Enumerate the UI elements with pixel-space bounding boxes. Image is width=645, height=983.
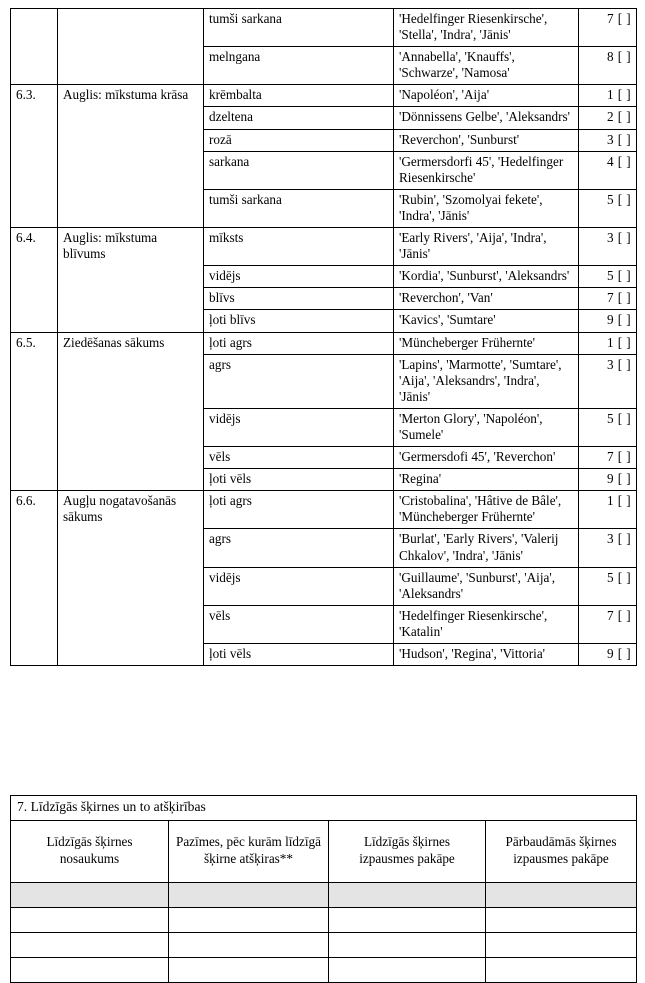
descriptor-example-varieties: 'Hedelfinger Riesenkirsche', 'Stella', 'Indra', 'Jānis': [394, 9, 579, 47]
section7-cell[interactable]: [169, 907, 329, 932]
section7-cell[interactable]: [329, 932, 486, 957]
descriptor-note-checkbox[interactable]: 7 [ ]: [579, 605, 637, 643]
descriptor-note-checkbox[interactable]: 9 [ ]: [579, 310, 637, 332]
descriptor-example-varieties: 'Merton Glory', 'Napoléon', 'Sumele': [394, 408, 579, 446]
section7-blank-rows: [11, 882, 637, 982]
similar-variety-name-header: Līdzīgās šķirnes nosaukums: [11, 820, 169, 882]
descriptor-characteristic: Ziedēšanas sākums: [58, 332, 204, 491]
descriptor-state: vēls: [204, 447, 394, 469]
descriptor-example-varieties: 'Burlat', 'Early Rivers', 'Valerij Chkalov', 'Indra', 'Jānis': [394, 529, 579, 567]
descriptor-example-varieties: 'Reverchon', 'Van': [394, 288, 579, 310]
descriptor-number: 6.5.: [11, 332, 58, 491]
descriptor-example-varieties: 'Early Rivers', 'Aija', 'Indra', 'Jānis': [394, 228, 579, 266]
descriptor-note-checkbox[interactable]: 5 [ ]: [579, 189, 637, 227]
descriptor-row: [11, 491, 637, 529]
descriptor-state: ļoti vēls: [204, 644, 394, 666]
descriptor-state: rozā: [204, 129, 394, 151]
descriptor-note-checkbox[interactable]: 1 [ ]: [579, 332, 637, 354]
descriptor-example-varieties: 'Lapins', 'Marmotte', 'Sumtare', 'Aija', 'Aleksandrs', 'Indra', 'Jānis': [394, 354, 579, 408]
section7-data-row: [11, 957, 637, 982]
descriptor-state: blīvs: [204, 288, 394, 310]
descriptor-state: krēmbalta: [204, 85, 394, 107]
descriptor-state: tumši sarkana: [204, 189, 394, 227]
descriptor-note-checkbox[interactable]: 3 [ ]: [579, 529, 637, 567]
descriptor-example-varieties: 'Regina': [394, 469, 579, 491]
section7-cell[interactable]: [486, 932, 637, 957]
section7-data-row: [11, 907, 637, 932]
section7-cell[interactable]: [11, 957, 169, 982]
descriptor-example-varieties: 'Rubin', 'Szomolyai fekete', 'Indra', 'Jānis': [394, 189, 579, 227]
section7-cell[interactable]: [169, 882, 329, 907]
descriptor-row: [11, 228, 637, 266]
descriptor-example-varieties: 'Napoléon', 'Aija': [394, 85, 579, 107]
descriptor-note-checkbox[interactable]: 5 [ ]: [579, 567, 637, 605]
descriptor-note-checkbox[interactable]: 1 [ ]: [579, 85, 637, 107]
descriptor-state: ļoti agrs: [204, 332, 394, 354]
descriptor-state: vidējs: [204, 567, 394, 605]
descriptor-note-checkbox[interactable]: 1 [ ]: [579, 491, 637, 529]
descriptor-example-varieties: 'Hedelfinger Riesenkirsche', 'Katalin': [394, 605, 579, 643]
descriptor-note-checkbox[interactable]: 3 [ ]: [579, 129, 637, 151]
descriptor-characteristic: Augļu nogatavošanās sākums: [58, 491, 204, 666]
descriptor-note-checkbox[interactable]: 3 [ ]: [579, 354, 637, 408]
descriptor-state: sarkana: [204, 151, 394, 189]
section7-cell[interactable]: [329, 957, 486, 982]
descriptor-state: dzeltena: [204, 107, 394, 129]
similar-variety-expression-header: Līdzīgās šķirnes izpausmes pakāpe: [329, 820, 486, 882]
descriptor-note-checkbox[interactable]: 9 [ ]: [579, 644, 637, 666]
descriptor-row: [11, 9, 637, 47]
descriptor-example-varieties: 'Germersdorfi 45', 'Hedelfinger Riesenkirsche': [394, 151, 579, 189]
descriptor-example-varieties: 'Germersdofi 45', 'Reverchon': [394, 447, 579, 469]
descriptor-note-checkbox[interactable]: 4 [ ]: [579, 151, 637, 189]
section7-cell[interactable]: [486, 957, 637, 982]
descriptor-state: ļoti vēls: [204, 469, 394, 491]
descriptor-state: vidējs: [204, 266, 394, 288]
descriptor-state: vēls: [204, 605, 394, 643]
descriptor-note-checkbox[interactable]: 7 [ ]: [579, 447, 637, 469]
descriptor-number: 6.3.: [11, 85, 58, 228]
descriptor-note-checkbox[interactable]: 7 [ ]: [579, 9, 637, 47]
section7-cell[interactable]: [11, 907, 169, 932]
descriptor-note-checkbox[interactable]: 5 [ ]: [579, 408, 637, 446]
section7-cell[interactable]: [329, 907, 486, 932]
difference-characteristics-header: Pazīmes, pēc kurām līdzīgā šķirne atšķiras**: [169, 820, 329, 882]
descriptor-state: ļoti agrs: [204, 491, 394, 529]
descriptor-note-checkbox[interactable]: 9 [ ]: [579, 469, 637, 491]
descriptor-number: 6.4.: [11, 228, 58, 332]
descriptor-state: melngana: [204, 47, 394, 85]
descriptor-characteristic: Auglis: mīkstuma blīvums: [58, 228, 204, 332]
section7-cell[interactable]: [11, 932, 169, 957]
descriptor-state: mīksts: [204, 228, 394, 266]
descriptor-characteristic: [58, 9, 204, 85]
section7-cell[interactable]: [169, 957, 329, 982]
descriptor-state: tumši sarkana: [204, 9, 394, 47]
descriptor-state: agrs: [204, 354, 394, 408]
descriptor-state: ļoti blīvs: [204, 310, 394, 332]
descriptor-example-varieties: 'Cristobalina', 'Hâtive de Bâle', 'Müncheberger Frühernte': [394, 491, 579, 529]
section7-data-row: [11, 882, 637, 907]
descriptor-example-varieties: 'Kordia', 'Sunburst', 'Aleksandrs': [394, 266, 579, 288]
descriptor-example-varieties: 'Guillaume', 'Sunburst', 'Aija', 'Aleksandrs': [394, 567, 579, 605]
section7-header-row: [11, 820, 637, 882]
descriptor-example-varieties: 'Annabella', 'Knauffs', 'Schwarze', 'Namosa': [394, 47, 579, 85]
section7-title-row: [11, 796, 637, 821]
descriptor-note-checkbox[interactable]: 3 [ ]: [579, 228, 637, 266]
similar-varieties-table: [10, 795, 637, 983]
descriptor-characteristic: Auglis: mīkstuma krāsa: [58, 85, 204, 228]
candidate-variety-expression-header: Pārbaudāmās šķirnes izpausmes pakāpe: [486, 820, 637, 882]
section7-cell[interactable]: [169, 932, 329, 957]
section7-cell[interactable]: [486, 882, 637, 907]
descriptor-example-varieties: 'Reverchon', 'Sunburst': [394, 129, 579, 151]
descriptor-table-body: [11, 9, 637, 666]
descriptor-table: [10, 8, 637, 666]
descriptor-state: vidējs: [204, 408, 394, 446]
section7-data-row: [11, 932, 637, 957]
descriptor-note-checkbox[interactable]: 2 [ ]: [579, 107, 637, 129]
section7-cell[interactable]: [486, 907, 637, 932]
descriptor-number: [11, 9, 58, 85]
descriptor-note-checkbox[interactable]: 7 [ ]: [579, 288, 637, 310]
descriptor-state: agrs: [204, 529, 394, 567]
descriptor-note-checkbox[interactable]: 8 [ ]: [579, 47, 637, 85]
section7-title: 7. Līdzīgās šķirnes un to atšķirības: [11, 796, 637, 821]
descriptor-row: [11, 85, 637, 107]
descriptor-row: [11, 332, 637, 354]
descriptor-example-varieties: 'Kavics', 'Sumtare': [394, 310, 579, 332]
section7-cell[interactable]: [329, 882, 486, 907]
descriptor-number: 6.6.: [11, 491, 58, 666]
descriptor-example-varieties: 'Hudson', 'Regina', 'Vittoria': [394, 644, 579, 666]
descriptor-note-checkbox[interactable]: 5 [ ]: [579, 266, 637, 288]
descriptor-example-varieties: 'Dönnissens Gelbe', 'Aleksandrs': [394, 107, 579, 129]
section7-cell[interactable]: [11, 882, 169, 907]
descriptor-example-varieties: 'Müncheberger Frühernte': [394, 332, 579, 354]
